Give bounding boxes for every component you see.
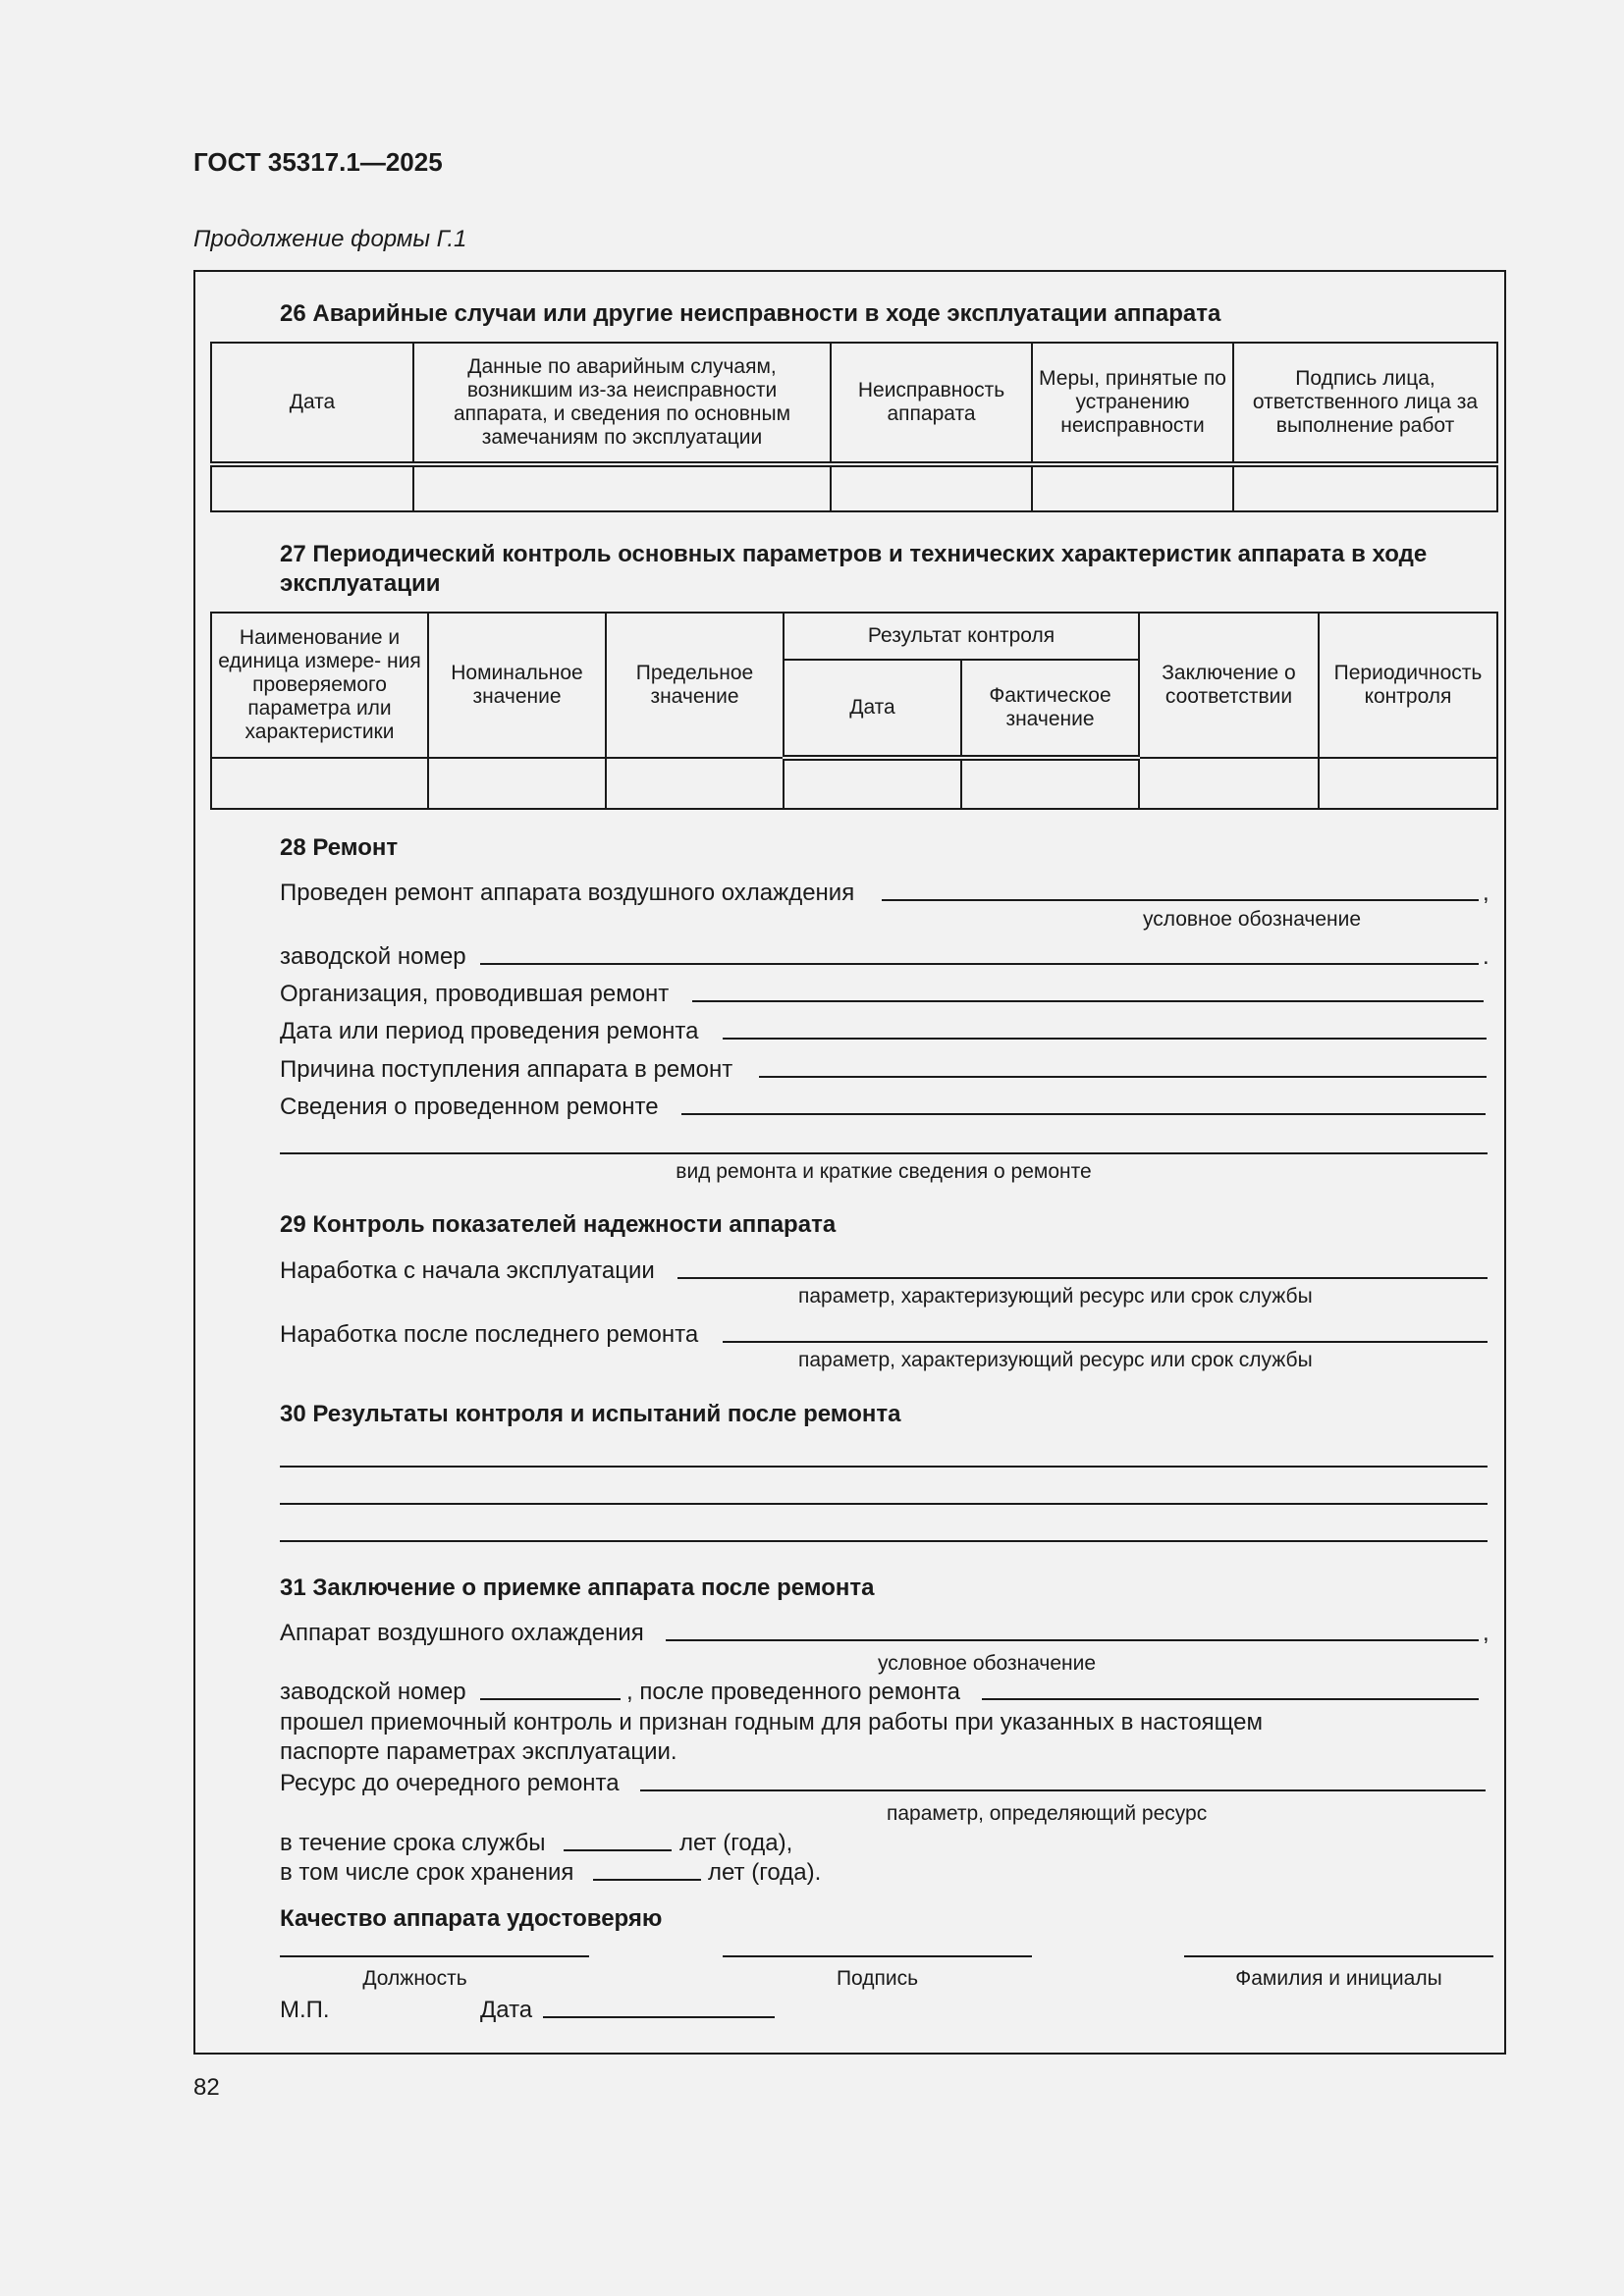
document-code: ГОСТ 35317.1—2025 bbox=[193, 147, 443, 177]
empty-cell[interactable] bbox=[413, 464, 831, 511]
form-continuation-label: Продолжение формы Г.1 bbox=[193, 226, 467, 252]
col-measures-header: Меры, принятые по устранению неисправности bbox=[1032, 343, 1233, 464]
col-periodicity-header: Периодичность контроля bbox=[1319, 613, 1497, 758]
repair-date-label: Дата или период проведения ремонта bbox=[280, 1018, 699, 1044]
col-result-date-header: Дата bbox=[784, 660, 961, 758]
section-29-title: 29 Контроль показателей надежности аппарата bbox=[280, 1211, 837, 1238]
empty-cell[interactable] bbox=[831, 464, 1032, 511]
apparatus-designation-caption: условное обозначение bbox=[877, 1652, 1097, 1675]
acceptance-text-line2: паспорте параметрах эксплуатации. bbox=[280, 1738, 677, 1765]
operating-since-repair-caption: параметр, характеризующий ресурс или срок службы bbox=[798, 1349, 1313, 1371]
service-life-suffix: лет (года), bbox=[679, 1830, 793, 1856]
section-26-table bbox=[210, 342, 1498, 512]
acceptance-text-line1: прошел приемочный контроль и признан годным для работы при указанных в настоящем bbox=[280, 1709, 1264, 1735]
signature-field[interactable] bbox=[723, 1955, 1032, 1957]
comma: , bbox=[1483, 880, 1489, 906]
storage-field[interactable] bbox=[593, 1879, 701, 1881]
operating-since-start-caption: параметр, характеризующий ресурс или срок службы bbox=[798, 1285, 1313, 1308]
results-field-line-2[interactable] bbox=[280, 1503, 1488, 1505]
designation-caption: условное обозначение bbox=[1142, 908, 1362, 931]
repair-date-field[interactable] bbox=[723, 1038, 1487, 1040]
signature-caption: Подпись bbox=[836, 1967, 919, 1990]
service-life-prefix: в течение срока службы bbox=[280, 1830, 546, 1856]
section-27-table bbox=[210, 612, 1498, 810]
section-26-title: 26 Аварийные случаи или другие неисправности в ходе эксплуатации аппарата bbox=[280, 300, 1221, 327]
empty-cell[interactable] bbox=[211, 758, 428, 809]
date-field[interactable] bbox=[543, 2016, 775, 2018]
repaired-label: Проведен ремонт аппарата воздушного охлаждения bbox=[280, 880, 855, 906]
serial-label-2: заводской номер bbox=[280, 1679, 466, 1705]
section-30-title: 30 Результаты контроля и испытаний после ремонта bbox=[280, 1401, 901, 1427]
repair-organization-field[interactable] bbox=[692, 1000, 1484, 1002]
after-repair-field[interactable] bbox=[982, 1698, 1479, 1700]
col-signature-header: Подпись лица, ответственного лица за выполнение работ bbox=[1233, 343, 1497, 464]
repair-info-field[interactable] bbox=[681, 1113, 1486, 1115]
repair-reason-field[interactable] bbox=[759, 1076, 1487, 1078]
empty-cell[interactable] bbox=[1139, 758, 1319, 809]
comma: , bbox=[1483, 1620, 1489, 1646]
repair-organization-label: Организация, проводившая ремонт bbox=[280, 981, 670, 1007]
position-field[interactable] bbox=[280, 1955, 589, 1957]
col-nominal-header: Номинальное значение bbox=[428, 613, 606, 758]
repair-info-field-2[interactable] bbox=[280, 1152, 1488, 1154]
empty-cell[interactable] bbox=[784, 758, 961, 809]
table-row bbox=[211, 758, 1497, 809]
col-malfunction-header: Неисправность аппарата bbox=[831, 343, 1032, 464]
results-field-line-1[interactable] bbox=[280, 1466, 1488, 1468]
col-actual-value-header: Фактическое значение bbox=[961, 660, 1139, 758]
empty-cell[interactable] bbox=[211, 464, 413, 511]
section-27-title-line2: эксплуатации bbox=[280, 570, 441, 597]
col-result-header: Результат контроля bbox=[784, 613, 1139, 660]
col-date-header: Дата bbox=[211, 343, 413, 464]
section-27-title-line1: 27 Периодический контроль основных параметров и технических характеристик аппарата в ходе bbox=[280, 541, 1428, 567]
repair-reason-label: Причина поступления аппарата в ремонт bbox=[280, 1056, 733, 1083]
col-limit-header: Предельное значение bbox=[606, 613, 784, 758]
empty-cell[interactable] bbox=[1032, 464, 1233, 511]
page-number: 82 bbox=[193, 2074, 220, 2101]
apparatus-label: Аппарат воздушного охлаждения bbox=[280, 1620, 644, 1646]
repair-info-label: Сведения о проведенном ремонте bbox=[280, 1094, 659, 1120]
date-label: Дата bbox=[480, 1997, 533, 2023]
table-row bbox=[211, 464, 1497, 511]
empty-cell[interactable] bbox=[1233, 464, 1497, 511]
section-28-title: 28 Ремонт bbox=[280, 834, 399, 861]
empty-cell[interactable] bbox=[961, 758, 1139, 809]
resource-caption: параметр, определяющий ресурс bbox=[887, 1802, 1208, 1825]
empty-cell[interactable] bbox=[428, 758, 606, 809]
full-name-caption: Фамилия и инициалы bbox=[1235, 1967, 1442, 1990]
empty-cell[interactable] bbox=[1319, 758, 1497, 809]
after-repair-label: , после проведенного ремонта bbox=[626, 1679, 961, 1705]
results-field-line-3[interactable] bbox=[280, 1540, 1488, 1542]
operating-since-repair-label: Наработка после последнего ремонта bbox=[280, 1321, 699, 1348]
empty-cell[interactable] bbox=[606, 758, 784, 809]
serial-number-field-2[interactable] bbox=[480, 1698, 621, 1700]
operating-since-start-field[interactable] bbox=[677, 1277, 1488, 1279]
col-parameter-name-header: Наименование и единица измере- ния проверяемого параметра или характеристики bbox=[211, 613, 428, 758]
serial-label: заводской номер bbox=[280, 943, 466, 970]
col-conclusion-header: Заключение о соответствии bbox=[1139, 613, 1319, 758]
section-31-title: 31 Заключение о приемке аппарата после ремонта bbox=[280, 1575, 875, 1601]
period: . bbox=[1483, 943, 1489, 970]
storage-prefix: в том числе срок хранения bbox=[280, 1859, 574, 1886]
operating-since-start-label: Наработка с начала эксплуатации bbox=[280, 1257, 655, 1284]
stamp-label: М.П. bbox=[280, 1997, 330, 2023]
serial-number-field[interactable] bbox=[480, 963, 1479, 965]
operating-since-repair-field[interactable] bbox=[723, 1341, 1488, 1343]
quality-certification-title: Качество аппарата удостоверяю bbox=[280, 1905, 663, 1932]
position-caption: Должность bbox=[362, 1967, 467, 1990]
designation-field[interactable] bbox=[882, 899, 1479, 901]
resource-label: Ресурс до очередного ремонта bbox=[280, 1770, 620, 1796]
storage-suffix: лет (года). bbox=[708, 1859, 822, 1886]
full-name-field[interactable] bbox=[1184, 1955, 1493, 1957]
service-life-field[interactable] bbox=[564, 1849, 672, 1851]
repair-info-caption: вид ремонта и краткие сведения о ремонте bbox=[676, 1160, 1092, 1183]
apparatus-designation-field[interactable] bbox=[666, 1639, 1479, 1641]
resource-field[interactable] bbox=[640, 1789, 1486, 1791]
col-accident-data-header: Данные по аварийным случаям, возникшим из-за неисправности аппарата, и сведения по основным замечаниям по эксплуатации bbox=[413, 343, 831, 464]
